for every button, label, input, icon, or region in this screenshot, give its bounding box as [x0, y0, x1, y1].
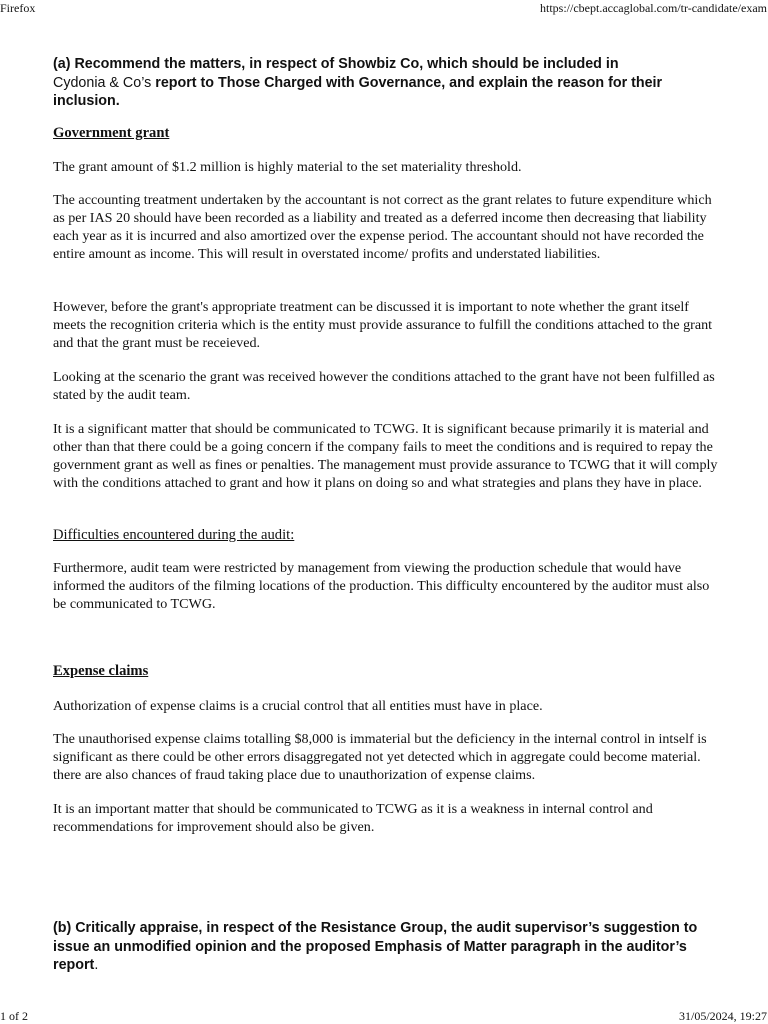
expense-paragraph-1: Authorization of expense claims is a crucial control that all entities must have in place.: [53, 698, 543, 714]
difficulties-paragraph-1: Furthermore, audit team were restricted by management from viewing the production schedule that would have informed the auditors of the filming locations of the production. This difficulty encountered by the auditor must also be communicated to TCWG.: [53, 560, 710, 612]
expense-paragraph-3: It is an important matter that should be communicated to TCWG as it is a weakness in internal control and recommendations for improvement should also be given.: [53, 801, 653, 835]
document-body: [53, 0, 721, 1000]
grant-paragraph-4: Looking at the scenario the grant was received however the conditions attached to the grant have not been fulfilled as stated by the audit team.: [53, 369, 715, 403]
expense-paragraph-2: The unauthorised expense claims totalling $8,000 is immaterial but the deficiency in the internal control in intself is significant as there could be other errors disaggregated not yet detected which in aggregate could become material. there are also chances of fraud taking place due to unauthorization of expense claims.: [53, 731, 707, 783]
question-a-firm: Cydonia & Co’s: [53, 74, 152, 91]
grant-paragraph-3: However, before the grant's appropriate treatment can be discussed it is important to note whether the grant itself meets the recognition criteria which is the entity must provide assurance to fulfill the conditions attached to the grant and that the grant must be receieved.: [53, 299, 713, 351]
question-a-line2: report to Those Charged with Governance, and explain the reason for their: [151, 74, 663, 91]
grant-paragraph-5: It is a significant matter that should be communicated to TCWG. It is significant because primarily it is material and other than that there could be a going concern if the company fails to meet the conditions and is required to repay the government grant as well as fines or penalties. The management must provide assurance to TCWG that it will comply with the conditions attached to grant and how it plans on doing so and what strategies and plans they have in place.: [53, 421, 718, 491]
question-a-line3: inclusion.: [53, 93, 120, 109]
question-a-line1: (a) Recommend the matters, in respect of Showbiz Co, which should be included in: [53, 56, 619, 72]
browser-name: Firefox: [0, 1, 36, 15]
question-b: [53, 919, 721, 975]
heading-government-grant: Government grant: [53, 125, 170, 141]
print-datetime: 31/05/2024, 19:27: [678, 1009, 767, 1023]
grant-paragraph-2: The accounting treatment undertaken by the accountant is not correct as the grant relates to future expenditure which as per IAS 20 should have been recorded as a liability and treated as a deferred income then decreasing that liability each year as it is incurred and also amortized over the expense period. The accountant should not have recorded the entire amount as income. This will result in overstated income/ profits and understated liabilities.: [53, 192, 712, 262]
grant-paragraph-1: The grant amount of $1.2 million is highly material to the set materiality threshold.: [53, 159, 522, 175]
page-number: 1 of 2: [0, 1009, 28, 1023]
question-a: [53, 55, 721, 111]
heading-expense-claims: Expense claims: [53, 663, 149, 679]
question-b-period: .: [94, 957, 99, 973]
page-url: https://cbept.accaglobal.com/tr-candidate/exam: [540, 1, 767, 15]
question-b-text: (b) Critically appraise, in respect of the Resistance Group, the audit supervisor’s suggestion to issue an unmodified opinion and the proposed Emphasis of Matter paragraph in the auditor’s report: [53, 920, 698, 973]
heading-difficulties: Difficulties encountered during the audit:: [53, 527, 295, 543]
